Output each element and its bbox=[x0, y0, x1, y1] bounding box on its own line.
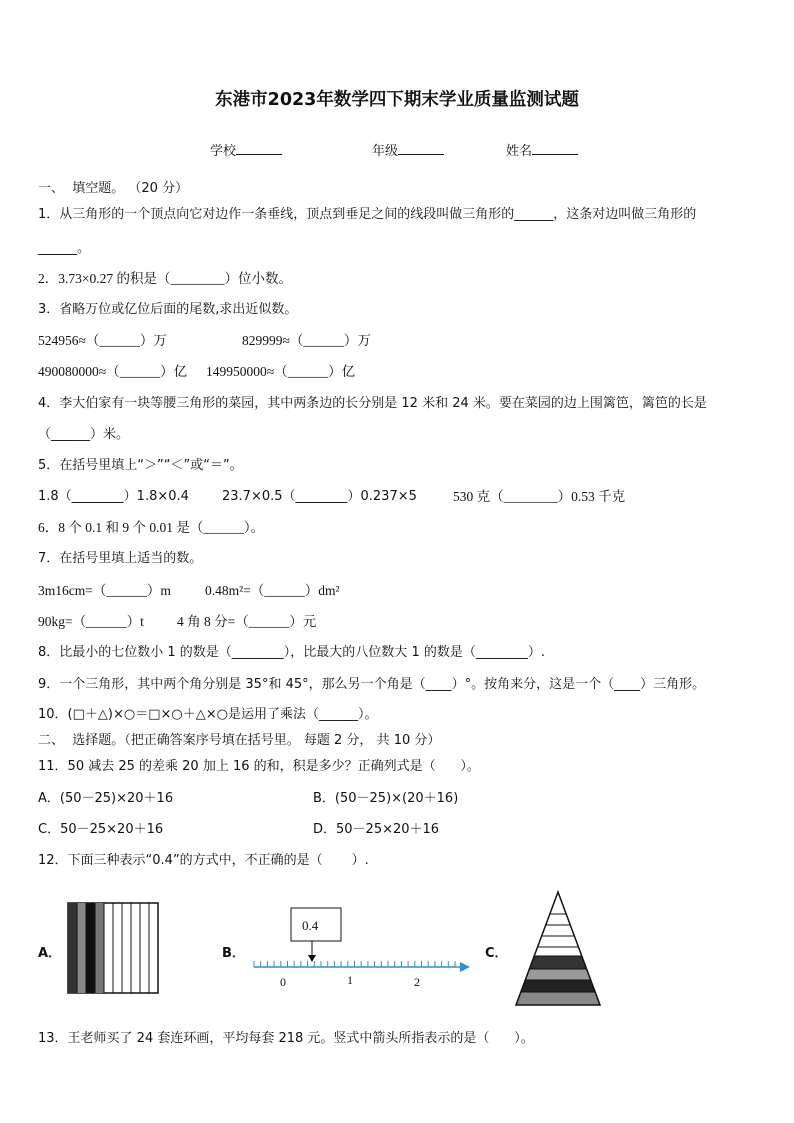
question-12-option-b-label[interactable]: B． bbox=[222, 946, 245, 961]
question-11-option-d[interactable]: D．50－25×20＋16 bbox=[313, 822, 440, 837]
number-line-box-value: 0.4 bbox=[302, 918, 319, 933]
question-1-cont: ______。 bbox=[38, 241, 91, 256]
question-3b: 829999≈（______）万 bbox=[242, 333, 371, 348]
question-8: 8．比最小的七位数小 1 的数是（________），比最大的八位数大 1 的数是（________）. bbox=[38, 645, 545, 660]
question-3d: 149950000≈（______）亿 bbox=[206, 364, 356, 379]
question-6: 6．8 个 0.1 和 9 个 0.01 是（______）。 bbox=[38, 520, 265, 535]
question-5a: 1.8（________）1.8×0.4 bbox=[38, 489, 189, 504]
decimal-bar-figure bbox=[66, 902, 160, 996]
question-3c: 490080000≈（______）亿 bbox=[38, 364, 188, 379]
section2-header: 二、 选择题。（把正确答案序号填在括号里。 每题 2 分， 共 10 分） bbox=[38, 733, 441, 748]
question-13: 13．王老师买了 24 套连环画，平均每套 218 元。竖式中箭头所指表示的是（ ）。 bbox=[38, 1031, 534, 1046]
question-12: 12．下面三种表示“0.4”的方式中，不正确的是（ ）. bbox=[38, 853, 369, 868]
question-1: 1．从三角形的一个顶点向它对边作一条垂线，顶点到垂足之间的线段叫做三角形的______，这条对边叫做三角形的 bbox=[38, 207, 697, 222]
question-11: 11．50 减去 25 的差乘 20 加上 16 的和，积是多少？正确列式是（ ）。 bbox=[38, 759, 480, 774]
section1-header: 一、 填空题。 （20 分） bbox=[38, 181, 189, 196]
school-label: 学校 bbox=[210, 144, 237, 159]
name-field bbox=[506, 140, 578, 159]
grade-label: 年级 bbox=[372, 144, 399, 159]
question-10: 10．(□＋△)×○＝□×○＋△×○是运用了乘法（______）。 bbox=[38, 707, 378, 722]
school-blank[interactable] bbox=[236, 142, 282, 155]
question-11-option-a[interactable]: A．(50－25)×20＋16 bbox=[38, 791, 174, 806]
question-5b: 23.7×0.5（________）0.237×5 bbox=[222, 489, 417, 504]
axis-label-2: 2 bbox=[414, 975, 420, 989]
question-11-option-b[interactable]: B．(50－25)×(20＋16) bbox=[313, 791, 459, 806]
question-4-cont: （______）米。 bbox=[38, 427, 130, 442]
axis-label-1: 1 bbox=[347, 973, 353, 987]
question-2: 2．3.73×0.27 的积是（________）位小数。 bbox=[38, 271, 292, 286]
question-4: 4．李大伯家有一块等腰三角形的菜园，其中两条边的长分别是 12 米和 24 米。要在菜园的边上围篱笆，篱笆的长是 bbox=[38, 396, 707, 411]
question-3a: 524956≈（______）万 bbox=[38, 333, 167, 348]
axis-label-0: 0 bbox=[280, 975, 286, 989]
name-blank[interactable] bbox=[532, 142, 578, 155]
question-7b: 0.48m²=（______）dm² bbox=[205, 583, 340, 598]
school-field bbox=[210, 140, 282, 159]
question-7a: 3m16cm=（______）m bbox=[38, 583, 171, 598]
question-12-option-a-label[interactable]: A． bbox=[38, 946, 62, 961]
question-5c: 530 克（________）0.53 千克 bbox=[453, 489, 626, 504]
number-line-figure bbox=[250, 905, 475, 990]
grade-field bbox=[372, 140, 444, 159]
question-11-option-c[interactable]: C．50－25×20＋16 bbox=[38, 822, 164, 837]
striped-triangle-figure bbox=[512, 890, 604, 1008]
question-7: 7．在括号里填上适当的数。 bbox=[38, 551, 203, 566]
question-12-option-c-label[interactable]: C． bbox=[485, 946, 508, 961]
question-9: 9．一个三角形，其中两个角分别是 35°和 45°，那么另一个角是（____）°。按角来分，这是一个（____）三角形。 bbox=[38, 677, 706, 692]
page-title: 东港市2023年数学四下期末学业质量监测试题 bbox=[215, 90, 579, 110]
question-7c: 90kg=（______）t bbox=[38, 614, 144, 629]
grade-blank[interactable] bbox=[398, 142, 444, 155]
question-7d: 4 角 8 分=（______）元 bbox=[177, 614, 317, 629]
question-5: 5．在括号里填上“＞”“＜”或“＝”。 bbox=[38, 458, 243, 473]
name-label: 姓名 bbox=[506, 144, 533, 159]
question-3: 3．省略万位或亿位后面的尾数,求出近似数。 bbox=[38, 302, 298, 317]
